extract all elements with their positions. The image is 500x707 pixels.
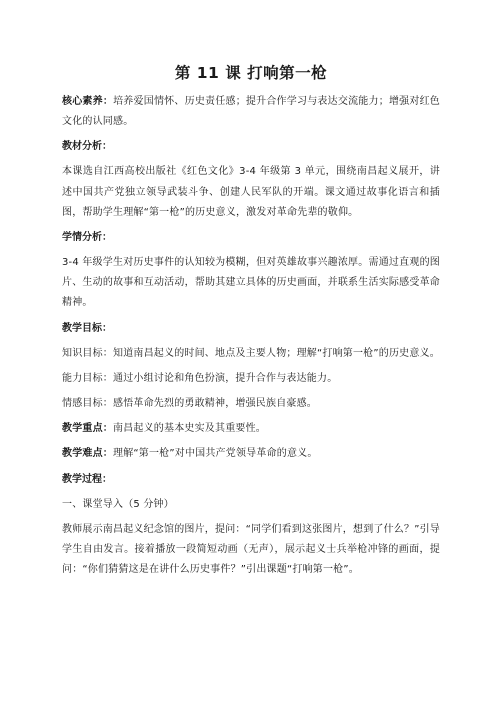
ability-goal: 能力目标：通过小组讨论和角色扮演，提升合作与表达能力。 <box>62 372 338 384</box>
student-analysis-text: 3-4 年级学生对历史事件的认知较为模糊，但对英雄故事兴趣浓厚。需通过直观的图片、生动的故事和互动活动，帮助其建立具体的历史画面，并联系生活实际感受革命精神。 <box>62 257 440 309</box>
knowledge-goal: 知识目标：知道南昌起义的时间、地点及主要人物；理解“打响第一枪”的历史意义。 <box>62 347 440 359</box>
difficulty-paragraph <box>62 444 440 464</box>
key-point-label: 教学重点： <box>62 423 113 435</box>
key-point-paragraph <box>62 419 440 439</box>
teaching-process-heading: 教学过程： <box>62 473 112 485</box>
difficulty-text: 理解“第一枪”对中国共产党领导革命的意义。 <box>113 448 318 460</box>
core-literacy-label: 核心素养： <box>62 96 114 107</box>
process-step-1-text: 教师展示南昌起义纪念馆的图片，提问：“同学们看到这张图片，想到了什么？”引导学生自由发言。接着播放一段简短动画（无声），展示起义士兵举枪冲锋的画面，提问：“你们猜猜这是在讲什么历史事件？”引出课题“打响第一枪”。 <box>62 523 440 576</box>
lesson-plan-page <box>62 62 440 585</box>
lesson-title: 第 11 课 打响第一枪 <box>174 64 328 82</box>
textbook-analysis-heading: 教材分析： <box>62 141 112 153</box>
process-step-1-heading: 一、课堂导入（5 分钟） <box>62 498 174 510</box>
textbook-analysis-text: 本课选自江西高校出版社《红色文化》3-4 年级第 3 单元，围绕南昌起义展开，讲述中国共产党独立领导武装斗争、创建人民军队的开端。课文通过故事化语言和插图，帮助学生理解“第一枪”的历史意义，激发对革命先辈的敬仰。 <box>62 166 440 218</box>
teaching-goals-heading: 教学目标： <box>62 322 112 334</box>
key-point-text: 南昌起义的基本史实及其重要性。 <box>113 423 266 435</box>
difficulty-label: 教学难点： <box>62 448 113 460</box>
student-analysis-heading: 学情分析： <box>62 232 112 244</box>
emotion-goal: 情感目标：感悟革命先烈的勇敢精神，增强民族自豪感。 <box>62 398 317 410</box>
core-literacy-text: 培养爱国情怀、历史责任感；提升合作学习与表达交流能力；增强对红色文化的认同感。 <box>62 96 441 128</box>
core-literacy-paragraph <box>62 92 440 132</box>
